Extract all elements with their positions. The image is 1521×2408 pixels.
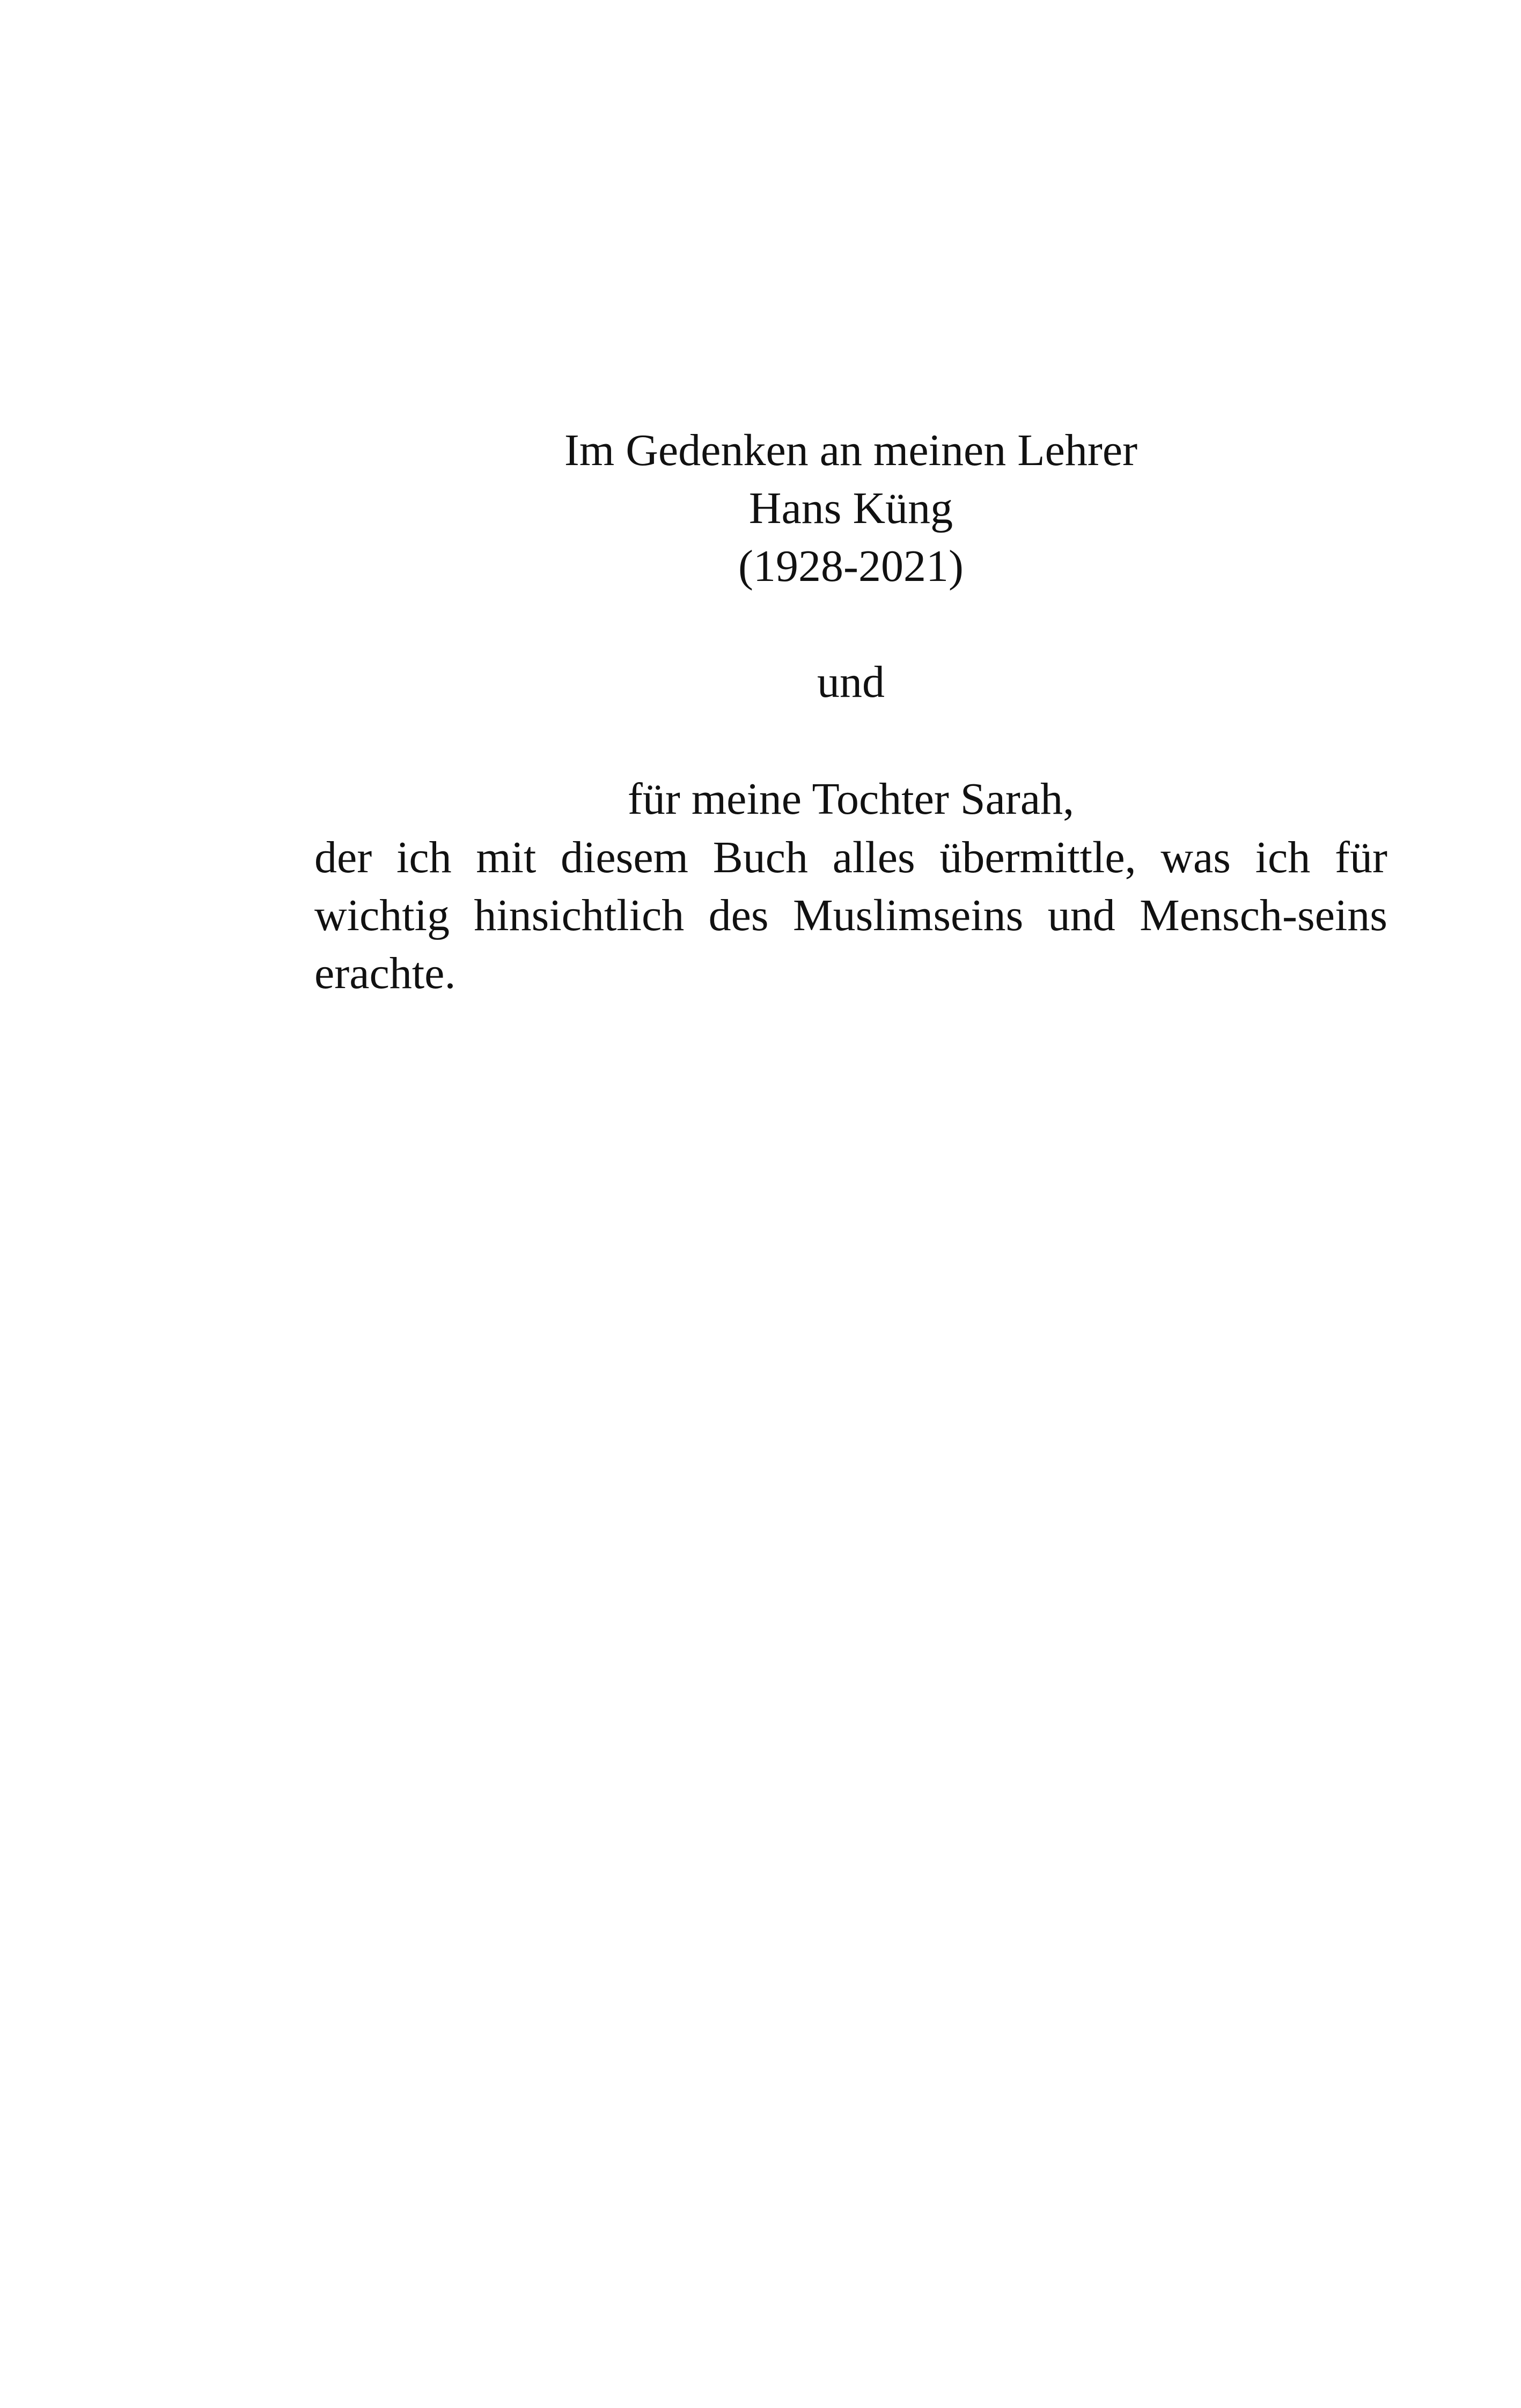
dedication-message: der ich mit diesem Buch alles übermittle, was ich für wichtig hinsichtlich des Muslimseins und Mensch-seins erachte. [314, 833, 1387, 998]
dedication-teacher-years: (1928-2021) [738, 541, 964, 591]
dedication-conjunction: und [817, 657, 885, 707]
dedication-teacher-name: Hans Küng [748, 483, 953, 533]
dedication-memorial-line: Im Gedenken an meinen Lehrer [564, 425, 1138, 475]
dedication-daughter-line: für meine Tochter Sarah, [627, 774, 1075, 824]
